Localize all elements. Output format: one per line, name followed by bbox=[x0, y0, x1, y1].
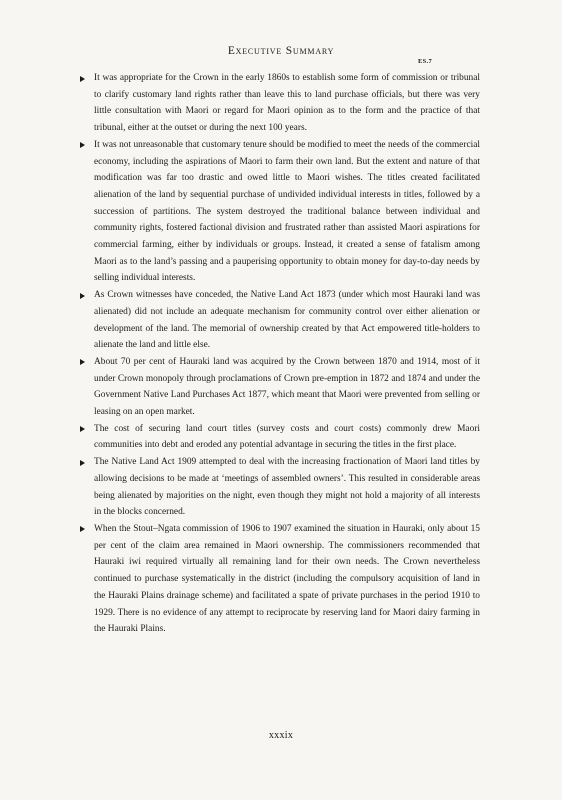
bullet-text: The Native Land Act 1909 attempted to deal with the increasing fractionation of Maori land titles by allowing decisions to be made at ‘meetings of assembled owners’. This resulted in considerable areas being alienated by majorities on the night, even though they might not hold a majority of all interests in the blocks concerned. bbox=[94, 457, 480, 518]
bullet-item bbox=[80, 521, 480, 638]
triangle-bullet-icon bbox=[80, 142, 85, 148]
bullet-item bbox=[80, 70, 480, 137]
bullet-item bbox=[80, 421, 480, 454]
bullet-text: About 70 per cent of Hauraki land was acquired by the Crown between 1870 and 1914, most of it under Crown monopoly through proclamations of Crown pre-emption in 1872 and 1874 and under the Government Native Land Purchases Act 1877, which meant that Maori were prevented from selling or leasing on an open market. bbox=[94, 356, 480, 418]
triangle-bullet-icon bbox=[80, 293, 85, 299]
bullet-text: As Crown witnesses have conceded, the Native Land Act 1873 (under which most Hauraki land was alienated) did not include an adequate mechanism for community control over either alienation or development of the land. The memorial of ownership created by that Act empowered title-holders to alienate the land and little else. bbox=[94, 290, 480, 351]
bullet-item bbox=[80, 287, 480, 354]
bullet-text: It was not unreasonable that customary tenure should be modified to meet the needs of the commercial economy, including the aspirations of Maori to farm their own land. But the extent and nature of that modification was far too drastic and owed little to Maori wishes. The titles created facilitated alienation of the land by sequential purchase of undivided individual interests in titles, followed by a succession of partitions. The system destroyed the traditional balance between individual and community rights, fostered factional division and frustrated rather than assisted Maori aspirations for commercial farming, either by individuals or groups. Instead, it created a sense of fatalism among Maori as to the land’s passing and a pauperising opportunity to obtain money for day-to-day needs by selling individual interests. bbox=[94, 139, 480, 284]
triangle-bullet-icon bbox=[80, 76, 85, 82]
bullet-item bbox=[80, 354, 480, 421]
bullet-text: When the Stout–Ngata commission of 1906 to 1907 examined the situation in Hauraki, only about 15 per cent of the claim area remained in Maori ownership. The commissioners recommended that Hauraki iwi required virtually all remaining land for their own needs. The Crown nevertheless continued to purchase systematically in the district (including the compulsory acquisition of land in the Hauraki Plains drainage scheme) and facilitated a spate of private purchases in the period 1910 to 1929. There is no evidence of any attempt to reciprocate by reserving land for Maori dairy farming in the Hauraki Plains. bbox=[94, 523, 480, 635]
bullet-text: It was appropriate for the Crown in the early 1860s to establish some form of commission or tribunal to clarify customary land rights rather than leave this to land purchase officials, but there was very little consultation with Maori or regard for Maori opinion as to the form and the practice of that tribunal, either at the outset or during the next 100 years. bbox=[94, 73, 480, 134]
page-number: xxxix bbox=[268, 730, 294, 741]
bullet-item bbox=[80, 137, 480, 287]
triangle-bullet-icon bbox=[80, 426, 85, 432]
section-code: ES.7 bbox=[418, 58, 433, 65]
bullet-list bbox=[80, 70, 480, 638]
bullet-item bbox=[80, 454, 480, 521]
triangle-bullet-icon bbox=[80, 359, 85, 365]
bullet-text: The cost of securing land court titles (survey costs and court costs) commonly drew Maori communities into debt and eroded any potential advantage in securing the titles in the first place. bbox=[94, 423, 480, 451]
triangle-bullet-icon bbox=[80, 526, 85, 532]
page-title: Executive Summary bbox=[227, 45, 335, 57]
triangle-bullet-icon bbox=[80, 460, 85, 466]
